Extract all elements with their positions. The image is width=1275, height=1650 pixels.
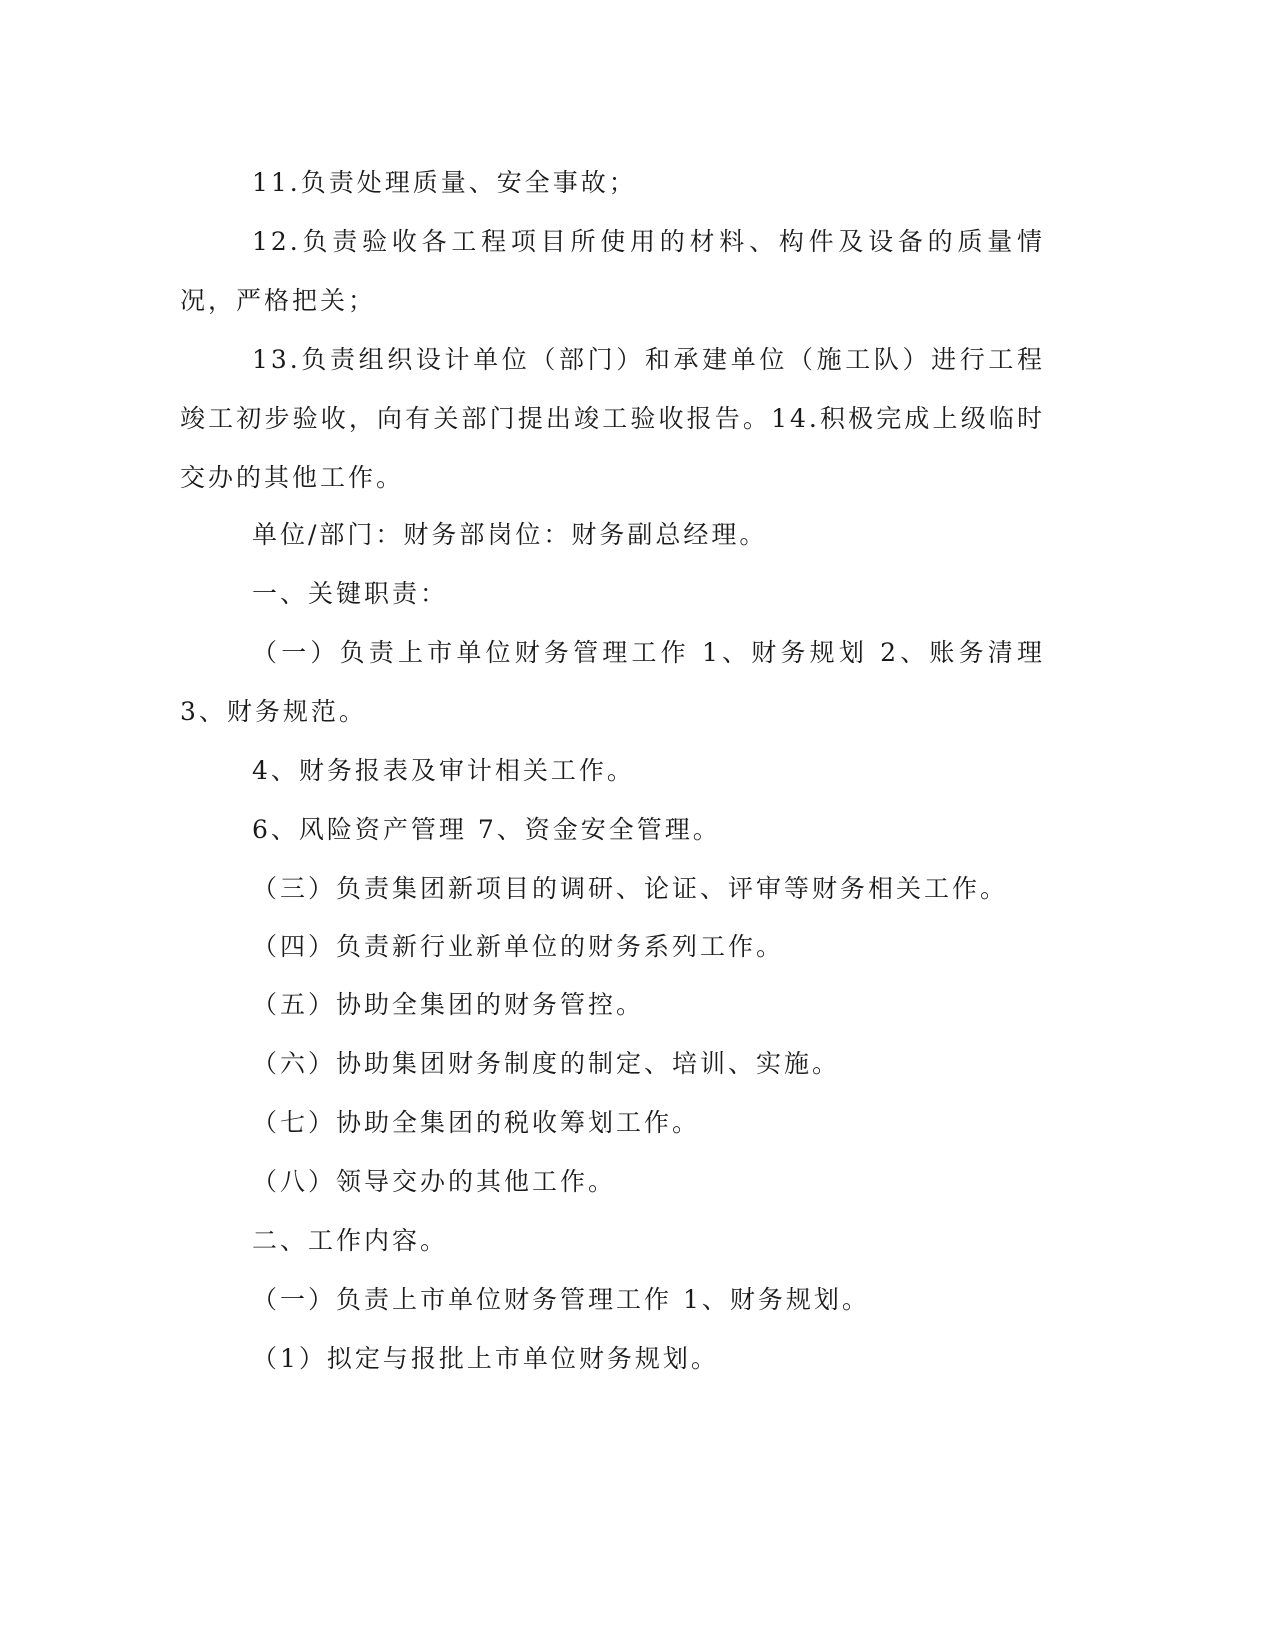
section-heading-work-content: 二、工作内容。 bbox=[252, 1226, 449, 1255]
duty-subitem-6-7: 6、风险资产管理 7、资金安全管理。 bbox=[252, 815, 721, 844]
section-heading-key-duties: 一、关键职责： bbox=[252, 579, 449, 608]
duty-item-3: （三）负责集团新项目的调研、论证、评审等财务相关工作。 bbox=[252, 874, 1009, 903]
duty-item-7: （七）协助全集团的税收筹划工作。 bbox=[252, 1108, 701, 1137]
work-item-1: （一）负责上市单位财务管理工作 1、财务规划。 bbox=[252, 1285, 870, 1314]
duty-item-1: （一）负责上市单位财务管理工作 1、财务规划 2、账务清理 3、财务规范。 bbox=[180, 638, 1045, 726]
work-subitem-1: （1）拟定与报批上市单位财务规划。 bbox=[252, 1344, 719, 1373]
duty-item-4: （四）负责新行业新单位的财务系列工作。 bbox=[252, 932, 785, 961]
paragraph-item-13-14: 13.负责组织设计单位（部门）和承建单位（施工队）进行工程竣工初步验收，向有关部门提出竣工验收报告。14.积极完成上级临时交办的其他工作。 bbox=[180, 345, 1045, 492]
duty-subitem-4: 4、财务报表及审计相关工作。 bbox=[252, 756, 635, 785]
duty-item-6: （六）协助集团财务制度的制定、培训、实施。 bbox=[252, 1049, 841, 1078]
paragraph-item-11: 11.负责处理质量、安全事故； bbox=[252, 168, 637, 197]
paragraph-item-12: 12.负责验收各工程项目所使用的材料、构件及设备的质量情况，严格把关； bbox=[180, 227, 1045, 315]
duty-item-5: （五）协助全集团的财务管控。 bbox=[252, 990, 645, 1019]
duty-item-8: （八）领导交办的其他工作。 bbox=[252, 1167, 617, 1196]
unit-department-line: 单位/部门：财务部岗位：财务副总经理。 bbox=[252, 520, 768, 549]
